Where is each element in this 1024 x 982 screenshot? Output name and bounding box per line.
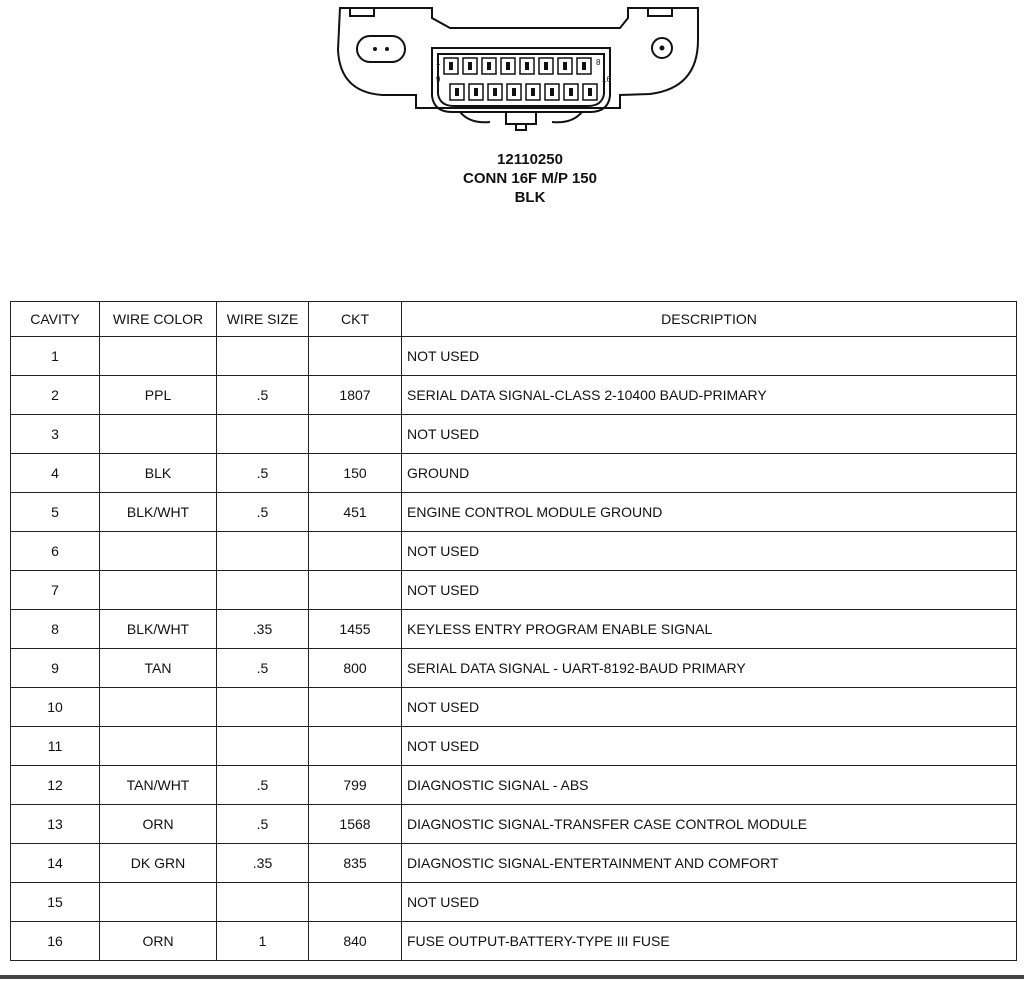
connector-caption xyxy=(0,150,1024,207)
cell-cavity: 13 xyxy=(11,805,100,844)
header-description: DESCRIPTION xyxy=(402,302,1017,337)
table-row xyxy=(11,922,1017,961)
cell-ckt: 150 xyxy=(309,454,402,493)
cell-wire-color: BLK xyxy=(100,454,217,493)
cell-description: GROUND xyxy=(402,454,1017,493)
cell-wire-size xyxy=(217,688,309,727)
cell-cavity: 10 xyxy=(11,688,100,727)
part-number: 12110250 xyxy=(497,151,563,168)
cell-ckt: 800 xyxy=(309,649,402,688)
cell-ckt xyxy=(309,415,402,454)
cell-wire-size xyxy=(217,532,309,571)
cell-wire-size xyxy=(217,337,309,376)
cell-description: DIAGNOSTIC SIGNAL-TRANSFER CASE CONTROL MODULE xyxy=(402,805,1017,844)
cell-wire-color xyxy=(100,883,217,922)
table-row xyxy=(11,610,1017,649)
cell-ckt xyxy=(309,532,402,571)
cell-wire-color xyxy=(100,337,217,376)
cell-description: NOT USED xyxy=(402,415,1017,454)
header-wire-size: WIRE SIZE xyxy=(217,302,309,337)
header-wire-color: WIRE COLOR xyxy=(100,302,217,337)
table-row xyxy=(11,766,1017,805)
table-row xyxy=(11,532,1017,571)
cell-cavity: 8 xyxy=(11,610,100,649)
cell-cavity: 12 xyxy=(11,766,100,805)
cell-description: KEYLESS ENTRY PROGRAM ENABLE SIGNAL xyxy=(402,610,1017,649)
cell-ckt xyxy=(309,688,402,727)
table-row xyxy=(11,688,1017,727)
cell-description: ENGINE CONTROL MODULE GROUND xyxy=(402,493,1017,532)
pinout-table xyxy=(10,301,1017,961)
connector-color: BLK xyxy=(514,189,546,206)
table-row xyxy=(11,571,1017,610)
cell-description: SERIAL DATA SIGNAL-CLASS 2-10400 BAUD-PRIMARY xyxy=(402,376,1017,415)
cell-ckt: 799 xyxy=(309,766,402,805)
cell-ckt xyxy=(309,337,402,376)
table-row xyxy=(11,337,1017,376)
cell-wire-size xyxy=(217,727,309,766)
cell-wire-size xyxy=(217,415,309,454)
cell-wire-size: .35 xyxy=(217,844,309,883)
header-ckt: CKT xyxy=(309,302,402,337)
table-row xyxy=(11,805,1017,844)
table-header-row xyxy=(11,302,1017,337)
cell-wire-color xyxy=(100,415,217,454)
cell-ckt: 1807 xyxy=(309,376,402,415)
cell-wire-size xyxy=(217,883,309,922)
cell-ckt xyxy=(309,571,402,610)
cell-wire-color: TAN/WHT xyxy=(100,766,217,805)
cell-wire-color xyxy=(100,571,217,610)
table-body xyxy=(11,337,1017,961)
cell-ckt: 451 xyxy=(309,493,402,532)
table-row xyxy=(11,727,1017,766)
table-row xyxy=(11,883,1017,922)
cell-description: NOT USED xyxy=(402,532,1017,571)
cell-wire-color: BLK/WHT xyxy=(100,493,217,532)
pin-label-1: 1 xyxy=(436,58,441,67)
page-bottom-rule xyxy=(0,975,1024,979)
cell-description: DIAGNOSTIC SIGNAL - ABS xyxy=(402,766,1017,805)
cell-ckt: 1455 xyxy=(309,610,402,649)
cell-wire-size: .5 xyxy=(217,649,309,688)
cell-ckt: 840 xyxy=(309,922,402,961)
cell-cavity: 7 xyxy=(11,571,100,610)
cell-cavity: 14 xyxy=(11,844,100,883)
cell-ckt xyxy=(309,727,402,766)
cell-description: NOT USED xyxy=(402,337,1017,376)
connector-diagram xyxy=(320,0,710,140)
table-row xyxy=(11,649,1017,688)
cell-wire-color: TAN xyxy=(100,649,217,688)
cell-cavity: 3 xyxy=(11,415,100,454)
header-cavity: CAVITY xyxy=(11,302,100,337)
table-row xyxy=(11,454,1017,493)
cell-cavity: 9 xyxy=(11,649,100,688)
table-row xyxy=(11,415,1017,454)
cell-cavity: 16 xyxy=(11,922,100,961)
cell-description: DIAGNOSTIC SIGNAL-ENTERTAINMENT AND COMFORT xyxy=(402,844,1017,883)
cell-cavity: 6 xyxy=(11,532,100,571)
cell-ckt xyxy=(309,883,402,922)
cell-wire-color xyxy=(100,688,217,727)
cell-wire-size: .5 xyxy=(217,376,309,415)
cell-cavity: 2 xyxy=(11,376,100,415)
cell-wire-size: .35 xyxy=(217,610,309,649)
pin-label-8: 8 xyxy=(596,58,601,67)
cell-ckt: 1568 xyxy=(309,805,402,844)
cell-wire-color: BLK/WHT xyxy=(100,610,217,649)
cell-wire-color: PPL xyxy=(100,376,217,415)
pin-label-9: 9 xyxy=(436,75,441,84)
cell-wire-size xyxy=(217,571,309,610)
cell-description: NOT USED xyxy=(402,883,1017,922)
cell-description: NOT USED xyxy=(402,571,1017,610)
cell-wire-size: .5 xyxy=(217,493,309,532)
pin-label-16: 16 xyxy=(602,75,611,84)
cell-wire-size: 1 xyxy=(217,922,309,961)
cell-cavity: 5 xyxy=(11,493,100,532)
connector-name: CONN 16F M/P 150 xyxy=(463,170,597,187)
table-row xyxy=(11,493,1017,532)
cell-cavity: 1 xyxy=(11,337,100,376)
cell-description: SERIAL DATA SIGNAL - UART-8192-BAUD PRIMARY xyxy=(402,649,1017,688)
table-row xyxy=(11,376,1017,415)
cell-wire-color xyxy=(100,727,217,766)
cell-wire-size: .5 xyxy=(217,454,309,493)
cell-description: NOT USED xyxy=(402,688,1017,727)
cell-ckt: 835 xyxy=(309,844,402,883)
cell-wire-color xyxy=(100,532,217,571)
table-row xyxy=(11,844,1017,883)
cell-wire-size: .5 xyxy=(217,805,309,844)
cell-wire-color: ORN xyxy=(100,805,217,844)
cell-wire-color: ORN xyxy=(100,922,217,961)
cell-cavity: 15 xyxy=(11,883,100,922)
cell-wire-color: DK GRN xyxy=(100,844,217,883)
cell-cavity: 4 xyxy=(11,454,100,493)
cell-cavity: 11 xyxy=(11,727,100,766)
cell-wire-size: .5 xyxy=(217,766,309,805)
cell-description: NOT USED xyxy=(402,727,1017,766)
cell-description: FUSE OUTPUT-BATTERY-TYPE III FUSE xyxy=(402,922,1017,961)
